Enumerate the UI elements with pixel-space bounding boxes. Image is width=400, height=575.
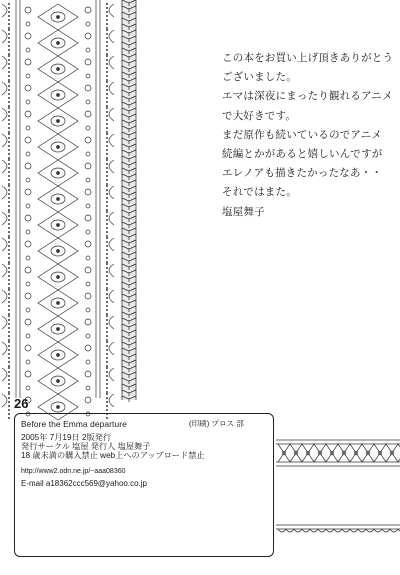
page-number: 26 xyxy=(14,396,29,411)
message-line: 続編とかがあると嬉しいんですが xyxy=(222,148,383,161)
email-address: E-mail a18362ccc569@yahoo.co.jp xyxy=(21,479,147,488)
message-line: エレノアも描きたかったなあ・・ xyxy=(222,167,383,180)
author-signature: 塩屋舞子 xyxy=(222,205,265,218)
publication-date: 2005年 7月19日 2版発行 xyxy=(21,433,112,442)
message-line: エマは深夜にまったり観れるアニメ xyxy=(222,90,393,103)
publisher-line: 発行サークル 塩屋 発行人 塩屋舞子 xyxy=(21,442,151,451)
message-line: それではまた。 xyxy=(222,186,297,199)
bottom-lace-band xyxy=(276,440,400,532)
message-line: ございました。 xyxy=(222,71,297,84)
left-lace-column xyxy=(2,0,114,420)
message-line: で大好きです。 xyxy=(222,109,297,122)
age-notice: 18 歳未満の購入禁止 web上へのアップロード禁止 xyxy=(21,451,205,460)
message-line: この本をお買い上げ頂きありがとう xyxy=(222,52,394,64)
colophon-box xyxy=(14,413,274,557)
printer-credit: (印刷) プロス 部 xyxy=(189,419,244,428)
afterword-message xyxy=(222,49,392,222)
website-url: http://www2.odn.ne.jp/~aaa08360 xyxy=(21,468,126,475)
message-line: まだ原作も続いているのでアニメ xyxy=(222,128,382,141)
right-lace-strip xyxy=(122,0,136,402)
book-title: Before the Emma departure xyxy=(21,419,127,429)
